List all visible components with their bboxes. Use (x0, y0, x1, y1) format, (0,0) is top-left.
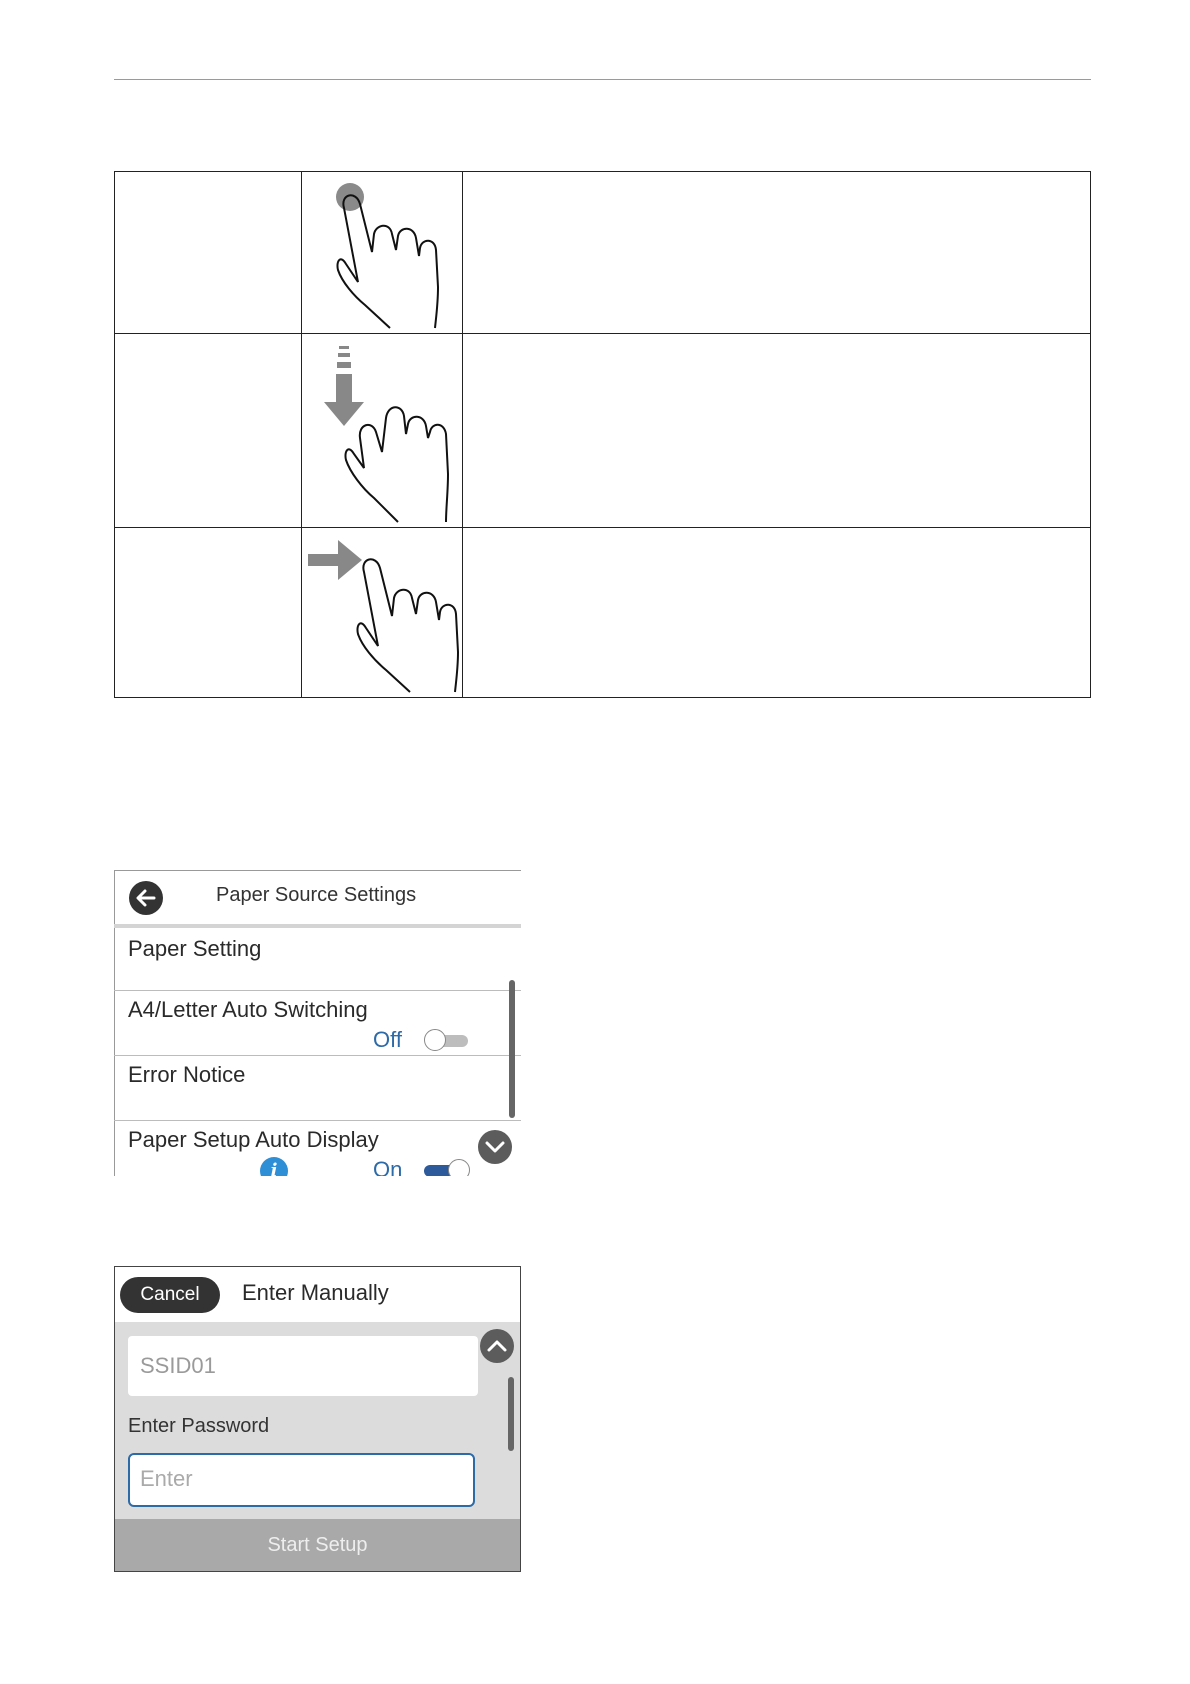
scroll-down-button[interactable] (478, 1130, 512, 1164)
cancel-button[interactable]: Cancel (120, 1277, 220, 1313)
table-row (115, 334, 1091, 528)
list-item-paper-setup-auto-display[interactable] (114, 1121, 521, 1176)
page-title: Enter Manually (242, 1280, 389, 1305)
page-title: Paper Source Settings (216, 884, 417, 906)
gesture-description-cell (463, 528, 1091, 698)
gesture-table (114, 171, 1091, 698)
slide-gesture-icon (302, 528, 462, 696)
list-item-label: Error Notice (128, 1062, 246, 1087)
list-item-a4-letter-auto-switching[interactable] (114, 991, 521, 1055)
info-icon[interactable]: i (260, 1157, 288, 1176)
gesture-name-cell (115, 334, 302, 528)
back-arrow-icon (129, 881, 163, 915)
list-item-label: A4/Letter Auto Switching (128, 997, 368, 1022)
screen-header (114, 870, 521, 924)
gesture-name-cell (115, 172, 302, 334)
auto-display-toggle[interactable] (424, 1159, 470, 1176)
enter-manually-screen (114, 1266, 521, 1572)
flick-gesture-icon (302, 334, 462, 526)
scrollbar[interactable] (509, 980, 515, 1118)
start-setup-button[interactable]: Start Setup (115, 1519, 520, 1571)
header-rule (114, 79, 1091, 80)
screen-header (115, 1267, 520, 1322)
list-item-error-notice[interactable] (114, 1056, 521, 1120)
auto-switching-toggle[interactable] (424, 1029, 468, 1051)
gesture-name-cell (115, 528, 302, 698)
toggle-knob (448, 1159, 470, 1176)
list-item-label: Paper Setting (128, 936, 262, 961)
toggle-knob (424, 1029, 446, 1051)
gesture-description-cell (463, 334, 1091, 528)
gesture-description-cell (463, 172, 1091, 334)
chevron-down-icon (478, 1130, 512, 1164)
table-row (115, 172, 1091, 334)
password-placeholder: Enter (140, 1466, 193, 1491)
list-item-label: Paper Setup Auto Display (128, 1127, 379, 1152)
ssid-field[interactable] (128, 1336, 478, 1396)
table-row (115, 528, 1091, 698)
list-item-paper-setting[interactable] (114, 928, 521, 990)
paper-source-settings-screen (114, 870, 521, 1176)
tap-gesture-icon (302, 172, 462, 332)
toggle-state-text: On (373, 1157, 403, 1176)
chevron-up-icon (480, 1329, 514, 1363)
gesture-image-cell (302, 528, 463, 698)
back-button[interactable] (129, 881, 163, 915)
gesture-image-cell (302, 334, 463, 528)
scroll-up-button[interactable] (480, 1329, 514, 1363)
toggle-state-text: Off (373, 1027, 402, 1052)
scrollbar[interactable] (508, 1377, 514, 1451)
password-label: Enter Password (128, 1415, 270, 1437)
password-input[interactable] (128, 1453, 475, 1507)
gesture-image-cell (302, 172, 463, 334)
ssid-value: SSID01 (140, 1353, 216, 1378)
